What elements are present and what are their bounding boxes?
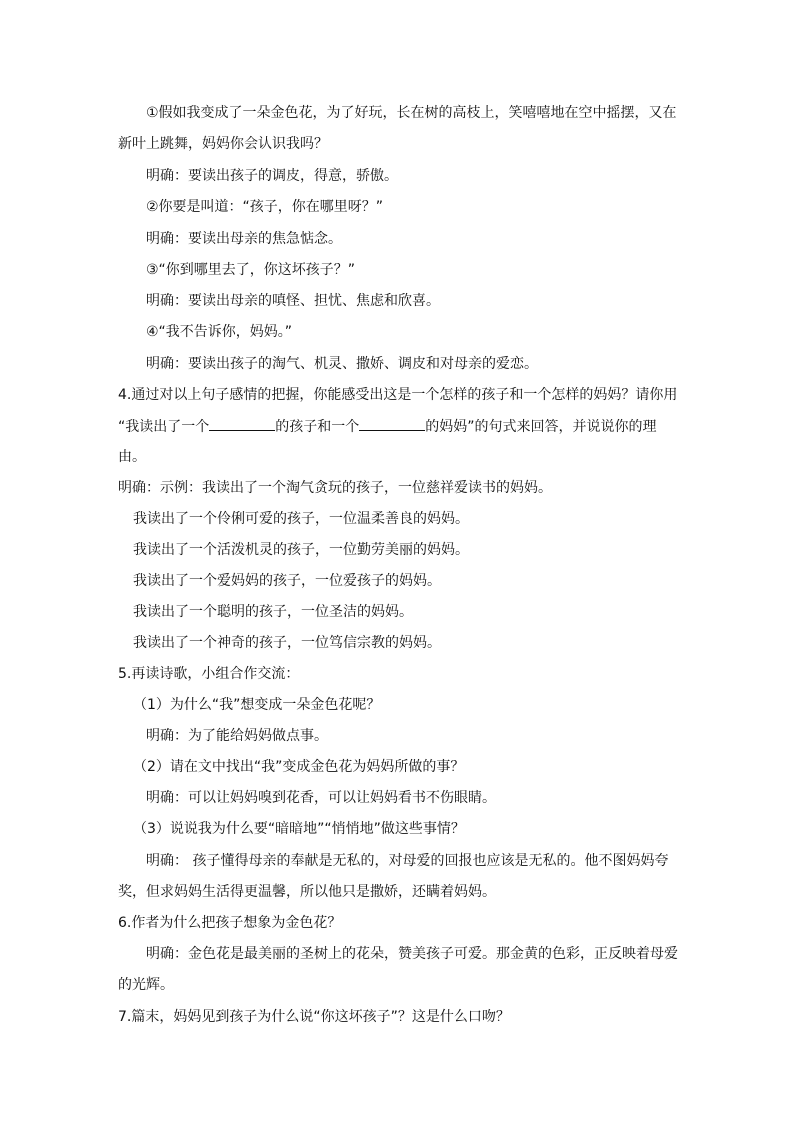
question-5-3: （3）说说我为什么要“暗暗地”“悄悄地”做这些事情？: [133, 821, 465, 837]
template-part-3: 的妈妈”的句式来回答，并说说你的理: [425, 419, 657, 435]
answer-5-1: 明确：为了能给妈妈做点事。: [146, 728, 328, 744]
template-part-1: “我读出了一个: [118, 419, 210, 435]
question-5: 5.再读诗歌，小组合作交流：: [118, 666, 300, 682]
question-6: 6.作者为什么把孩子想象为金色花？: [118, 915, 342, 931]
example-line-5: 我读出了一个神奇的孩子，一位笃信宗教的妈妈。: [133, 635, 441, 651]
template-part-2: 的孩子和一个: [275, 419, 360, 435]
question-5-2: （2）请在文中找出“我”变成金色花为妈妈所做的事？: [133, 759, 465, 775]
poem-line-4: ④“我不告诉你，妈妈。”: [146, 324, 293, 340]
answer-5-2: 明确：可以让妈妈嗅到花香，可以让妈妈看书不伤眼睛。: [146, 790, 496, 806]
answer-6-cont: 的光辉。: [118, 977, 174, 993]
poem-line-3: ③“你到哪里去了，你这坏孩子？”: [146, 262, 356, 278]
poem-line-1a: ①假如我变成了一朵金色花，为了好玩，长在树的高枝上，笑嘻嘻地在空中摇摆，又在: [146, 105, 677, 121]
poem-line-1b: 新叶上跳舞，妈妈你会认识我吗？: [118, 136, 328, 152]
answer-3: 明确：要读出母亲的嗔怪、担忧、焦虑和欣喜。: [146, 293, 440, 309]
question-7: 7.篇末，妈妈见到孩子为什么说“你这坏孩子”？这是什么口吻？: [118, 1009, 510, 1025]
question-4-end: 由。: [118, 449, 146, 465]
example-line-1: 我读出了一个伶俐可爱的孩子，一位温柔善良的妈妈。: [133, 511, 469, 527]
fill-blank-mother: [359, 416, 425, 431]
answer-1: 明确：要读出孩子的调皮，得意，骄傲。: [146, 168, 398, 184]
example-answer: 明确：示例：我读出了一个淘气贪玩的孩子，一位慈祥爱读书的妈妈。: [118, 480, 552, 496]
answer-6: 明确：金色花是最美丽的圣树上的花朵，赞美孩子可爱。那金黄的色彩，正反映着母爱: [146, 946, 678, 962]
answer-4: 明确：要读出孩子的淘气、机灵、撒娇、调皮和对母亲的爱恋。: [146, 356, 538, 372]
answer-5-3-cont: 奖，但求妈妈生活得更温馨，所以他只是撒娇，还瞒着妈妈。: [118, 884, 496, 900]
example-line-4: 我读出了一个聪明的孩子，一位圣洁的妈妈。: [133, 604, 413, 620]
question-4-template: [118, 416, 657, 437]
poem-line-2: ②你要是叫道：“孩子，你在哪里呀？”: [146, 199, 384, 215]
example-line-3: 我读出了一个爱妈妈的孩子，一位爱孩子的妈妈。: [133, 573, 441, 589]
question-4: 4.通过对以上句子感情的把握，你能感受出这是一个怎样的孩子和一个怎样的妈妈？请你用: [118, 387, 678, 403]
example-line-2: 我读出了一个活泼机灵的孩子，一位勤劳美丽的妈妈。: [133, 542, 469, 558]
fill-blank-child: [209, 416, 275, 431]
answer-2: 明确：要读出母亲的焦急惦念。: [146, 231, 342, 247]
answer-5-3: 明确： 孩子懂得母亲的奉献是无私的，对母爱的回报也应该是无私的。他不图妈妈夸: [146, 853, 669, 869]
question-5-1: （1）为什么“我”想变成一朵金色花呢？: [133, 697, 381, 713]
